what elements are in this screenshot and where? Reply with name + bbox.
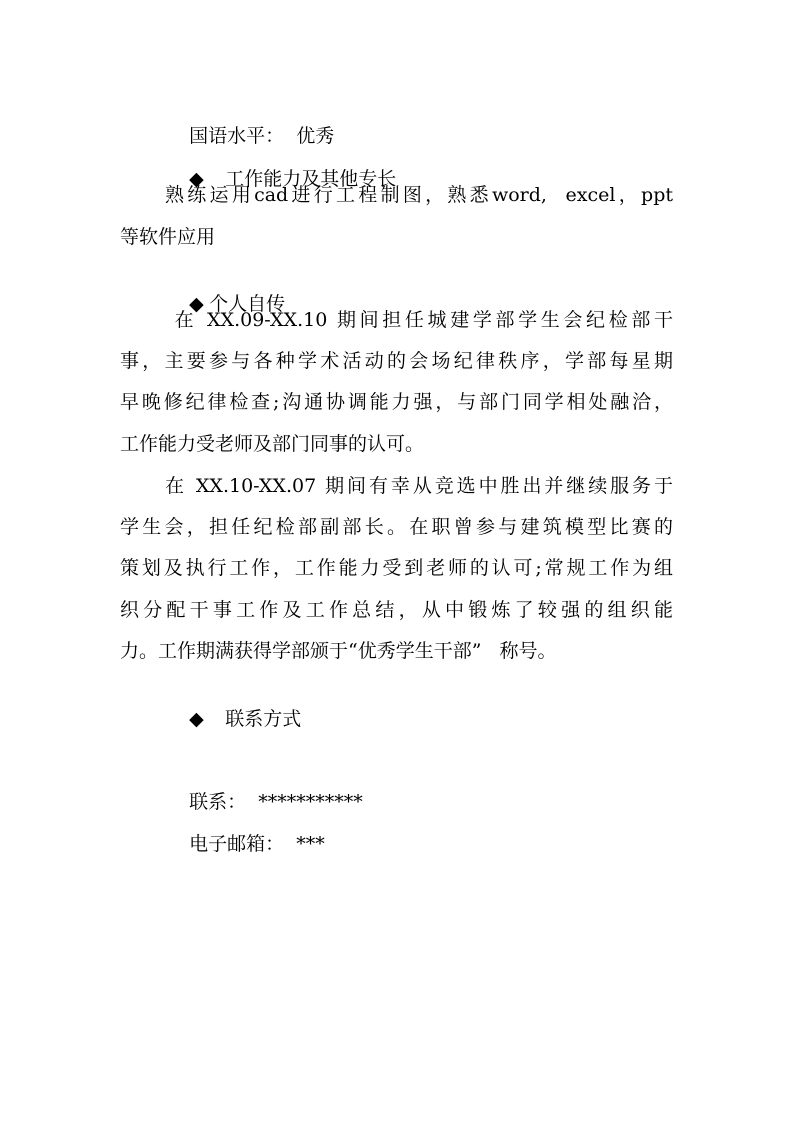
autobiography-p2-line-3: 策划及执行工作，工作能力受到老师的认可;常规工作为组 <box>120 557 673 579</box>
diamond-bullet-icon: ◆ <box>189 293 204 315</box>
autobiography-p2-line-1: 在 XX.10-XX.07 期间有幸从竞选中胜出并继续服务于 <box>165 475 673 497</box>
autobiography-p2-line-2: 学生会，担任纪检部副部长。在职曾参与建筑模型比赛的 <box>120 516 673 538</box>
autobiography-p2-line-5: 力。工作期满获得学部颁于“优秀学生干部” 称号。 <box>120 640 557 662</box>
autobiography-p1-line-3: 早晚修纪律检查;沟通协调能力强，与部门同学相处融洽， <box>120 391 673 413</box>
autobiography-p1-line-1: 在 XX.09-XX.10 期间担任城建学部学生会纪检部干 <box>165 309 673 331</box>
email-label: 电子邮箱： <box>189 833 285 855</box>
diamond-bullet-icon: ◆ <box>189 708 204 730</box>
phone-value: *********** <box>258 791 363 813</box>
autobiography-p2-line-4: 织分配干事工作及工作总结，从中锻炼了较强的组织能 <box>120 599 673 621</box>
contact-heading-text: 联系方式 <box>225 708 302 730</box>
email-value: *** <box>296 833 325 855</box>
diamond-bullet-icon: ◆ <box>189 168 204 190</box>
skills-line-2: 等软件应用 <box>120 226 216 248</box>
autobiography-heading-text: 个人自传 <box>209 293 286 315</box>
skills-heading-text: 工作能力及其他专长 <box>225 168 397 190</box>
phone-label: 联系： <box>189 791 247 813</box>
contact-heading <box>165 680 301 758</box>
contact-email-line <box>165 805 325 883</box>
language-value: 优秀 <box>296 125 335 147</box>
autobiography-p1-line-4: 工作能力受老师及部门同事的认可。 <box>120 433 425 455</box>
autobiography-p1-line-2: 事，主要参与各种学术活动的会场纪律秩序，学部每星期 <box>120 350 673 372</box>
language-label: 国语水平： <box>189 125 285 147</box>
skills-line-1: 熟练运用cad进行工程制图，熟悉word, excel，ppt <box>165 184 673 206</box>
